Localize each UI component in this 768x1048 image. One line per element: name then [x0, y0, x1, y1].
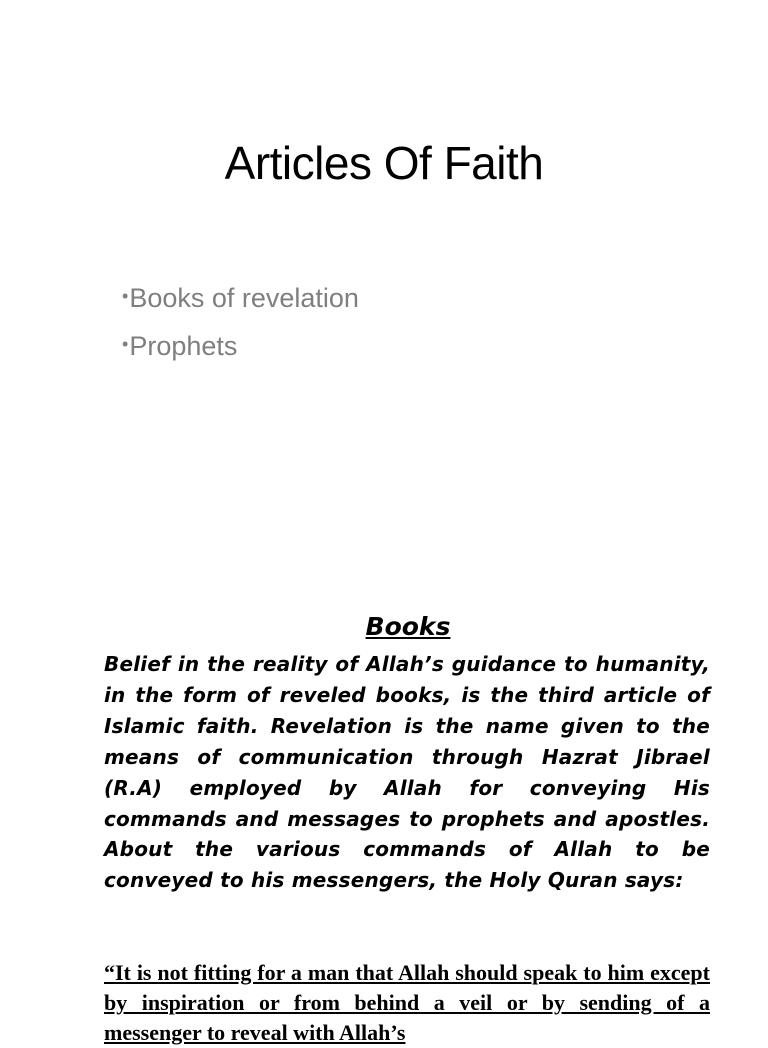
- quran-quote: “It is not fitting for a man that Allah should speak to him except by inspiration or from behind a veil or by sending of a messenger to reveal with Allah’s: [104, 960, 710, 1045]
- bullet-item: [122, 276, 359, 324]
- section-heading: Books: [365, 612, 451, 641]
- bullet-dot-icon: •: [122, 334, 129, 354]
- bullet-list: [122, 276, 359, 372]
- bullet-item: [122, 324, 359, 372]
- bullet-text: Prophets: [129, 331, 238, 361]
- slide-title: Articles Of Faith: [224, 137, 544, 189]
- bullet-dot-icon: •: [122, 286, 129, 306]
- bullet-text: Books of revelation: [129, 283, 359, 313]
- body-paragraph: Belief in the reality of Allah’s guidance to humanity, in the form of reveled books, is the third article of Islamic faith. Revelation is the name given to the means of communication through Hazrat Jibrael (R.A) employed by Allah for conveying His commands and messages to prophets and apostles. About the various commands of Allah to be conveyed to his messengers, the Holy Quran says:: [104, 652, 710, 893]
